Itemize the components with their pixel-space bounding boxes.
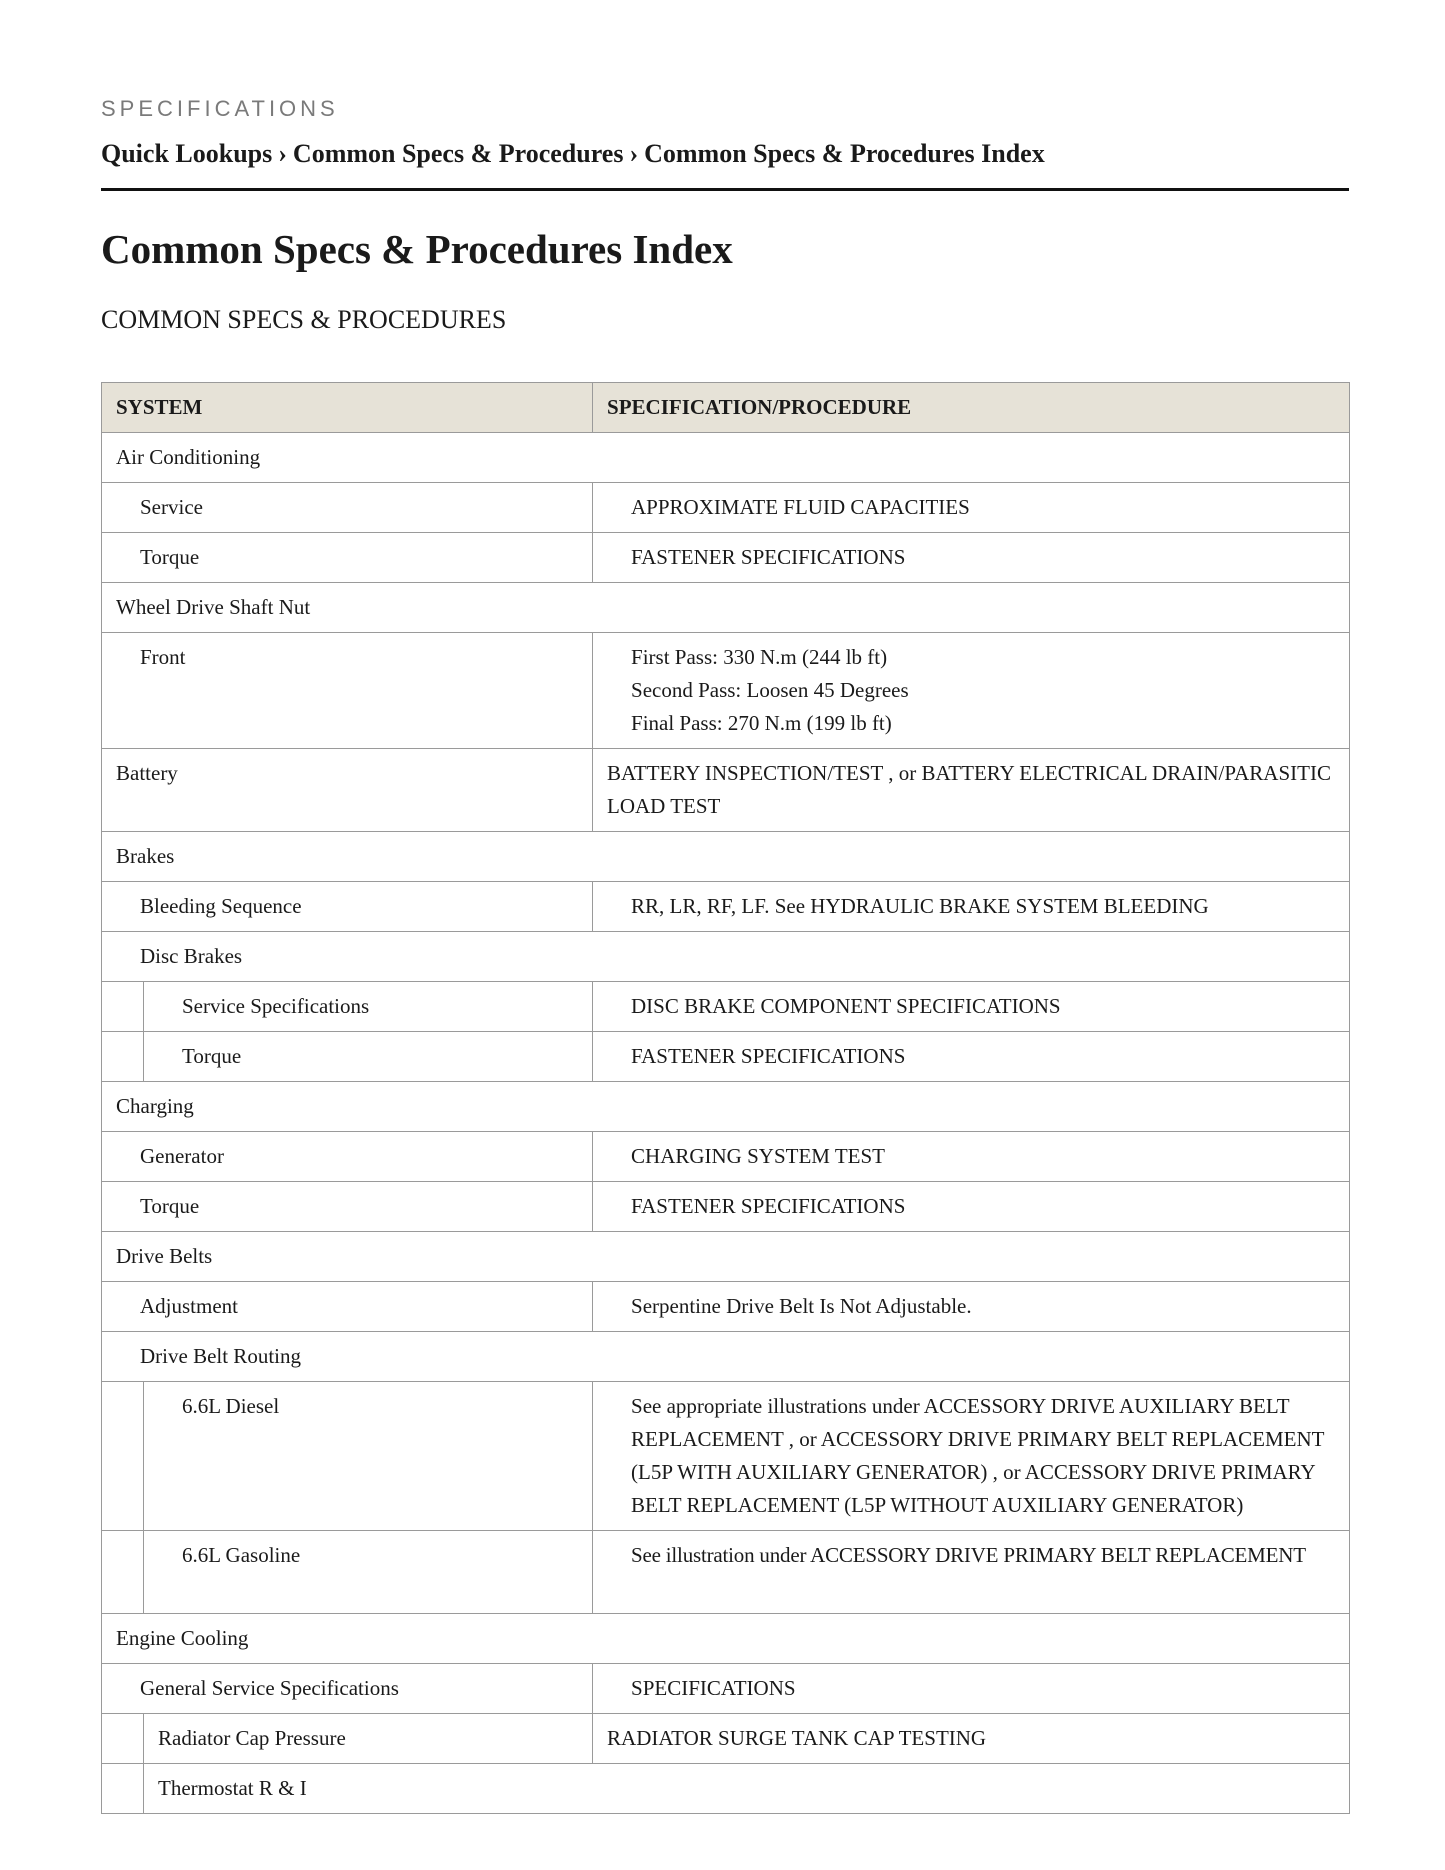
- spec-link[interactable]: BATTERY INSPECTION/TEST , or BATTERY ELECTRICAL DRAIN/PARASITIC LOAD TEST: [593, 749, 1350, 832]
- table-row: [102, 1614, 1350, 1664]
- table-row: [102, 1082, 1350, 1132]
- table-row: [102, 832, 1350, 882]
- column-header-system: SYSTEM: [102, 383, 593, 433]
- group-air-conditioning: Air Conditioning: [102, 433, 1350, 483]
- table-row: [102, 533, 1350, 583]
- system-cell: Torque: [102, 533, 593, 583]
- spec-link[interactable]: FASTENER SPECIFICATIONS: [593, 1032, 1350, 1082]
- spec-link[interactable]: DISC BRAKE COMPONENT SPECIFICATIONS: [593, 982, 1350, 1032]
- table-row: [102, 1132, 1350, 1182]
- section-subtitle: COMMON SPECS & PROCEDURES: [101, 305, 507, 334]
- table-row: [102, 1332, 1350, 1382]
- breadcrumb-quick-lookups[interactable]: Quick Lookups: [101, 139, 273, 168]
- breadcrumb-common-specs[interactable]: Common Specs & Procedures: [292, 139, 624, 168]
- table-row: [102, 1032, 1350, 1082]
- spec-link[interactable]: RADIATOR SURGE TANK CAP TESTING: [593, 1714, 1350, 1764]
- system-cell: 6.6L Diesel: [144, 1382, 593, 1531]
- table-row: [102, 633, 1350, 749]
- breadcrumb-separator: ›: [629, 139, 639, 168]
- table-row: [102, 433, 1350, 483]
- spec-link[interactable]: SPECIFICATIONS: [593, 1664, 1350, 1714]
- group-drive-belts: Drive Belts: [102, 1232, 1350, 1282]
- spec-link[interactable]: See illustration under ACCESSORY DRIVE PRIMARY BELT REPLACEMENT: [593, 1531, 1350, 1614]
- spec-link[interactable]: See appropriate illustrations under ACCESSORY DRIVE AUXILIARY BELT REPLACEMENT , or ACCESSORY DRIVE PRIMARY BELT REPLACEMENT (L5P WITH AUXILIARY GENERATOR) , or ACCESSORY DRIVE PRIMARY BELT REPLACEMENT (L5P WITHOUT AUXILIARY GENERATOR): [593, 1382, 1350, 1531]
- table-row: [102, 1282, 1350, 1332]
- torque-second-pass: Second Pass: Loosen 45 Degrees: [631, 678, 909, 702]
- spec-link[interactable]: FASTENER SPECIFICATIONS: [593, 1182, 1350, 1232]
- system-cell: Bleeding Sequence: [102, 882, 593, 932]
- table-row: [102, 749, 1350, 832]
- spec-link[interactable]: CHARGING SYSTEM TEST: [593, 1132, 1350, 1182]
- table-row: [102, 483, 1350, 533]
- system-cell: Torque: [144, 1032, 593, 1082]
- breadcrumb-separator: ›: [278, 139, 287, 168]
- group-brakes: Brakes: [102, 832, 1350, 882]
- header-divider: [101, 188, 1349, 191]
- system-cell: Battery: [102, 749, 593, 832]
- system-cell: Adjustment: [102, 1282, 593, 1332]
- breadcrumb-current-page: Common Specs & Procedures Index: [644, 139, 1045, 168]
- system-cell: General Service Specifications: [102, 1664, 593, 1714]
- table-row: [102, 1531, 1350, 1614]
- system-cell: 6.6L Gasoline: [144, 1531, 593, 1614]
- breadcrumb: [101, 138, 1349, 170]
- spec-link[interactable]: APPROXIMATE FLUID CAPACITIES: [593, 483, 1350, 533]
- spec-value: Serpentine Drive Belt Is Not Adjustable.: [593, 1282, 1350, 1332]
- group-wheel-drive-shaft-nut: Wheel Drive Shaft Nut: [102, 583, 1350, 633]
- subgroup-disc-brakes: Disc Brakes: [102, 932, 1350, 982]
- spec-link[interactable]: FASTENER SPECIFICATIONS: [593, 533, 1350, 583]
- indent-spacer: [102, 1764, 144, 1814]
- system-cell: Thermostat R & I: [144, 1764, 1350, 1814]
- document-page: [101, 96, 1349, 1814]
- table-row: [102, 1664, 1350, 1714]
- table-row: [102, 982, 1350, 1032]
- indent-spacer: [102, 1382, 144, 1531]
- table-row: [102, 1182, 1350, 1232]
- system-cell: Radiator Cap Pressure: [144, 1714, 593, 1764]
- section-label: SPECIFICATIONS: [101, 96, 339, 121]
- spec-link[interactable]: RR, LR, RF, LF. See HYDRAULIC BRAKE SYSTEM BLEEDING: [593, 882, 1350, 932]
- indent-spacer: [102, 1032, 144, 1082]
- table-row: [102, 1232, 1350, 1282]
- table-row: [102, 1714, 1350, 1764]
- table-row: [102, 882, 1350, 932]
- table-header-row: [102, 383, 1350, 433]
- spec-value: [593, 633, 1350, 749]
- indent-spacer: [102, 982, 144, 1032]
- system-cell: Service: [102, 483, 593, 533]
- table-row: [102, 932, 1350, 982]
- table-row: [102, 583, 1350, 633]
- system-cell: Torque: [102, 1182, 593, 1232]
- subgroup-drive-belt-routing: Drive Belt Routing: [102, 1332, 1350, 1382]
- specs-table: [101, 382, 1350, 1814]
- torque-final-pass: Final Pass: 270 N.m (199 lb ft): [631, 711, 892, 735]
- system-cell: Generator: [102, 1132, 593, 1182]
- indent-spacer: [102, 1714, 144, 1764]
- indent-spacer: [102, 1531, 144, 1614]
- group-charging: Charging: [102, 1082, 1350, 1132]
- column-header-spec: SPECIFICATION/PROCEDURE: [593, 383, 1350, 433]
- table-row: [102, 1764, 1350, 1814]
- page-title: Common Specs & Procedures Index: [101, 226, 733, 272]
- system-cell: Front: [102, 633, 593, 749]
- group-engine-cooling: Engine Cooling: [102, 1614, 1350, 1664]
- torque-first-pass: First Pass: 330 N.m (244 lb ft): [631, 645, 888, 669]
- table-row: [102, 1382, 1350, 1531]
- system-cell: Service Specifications: [144, 982, 593, 1032]
